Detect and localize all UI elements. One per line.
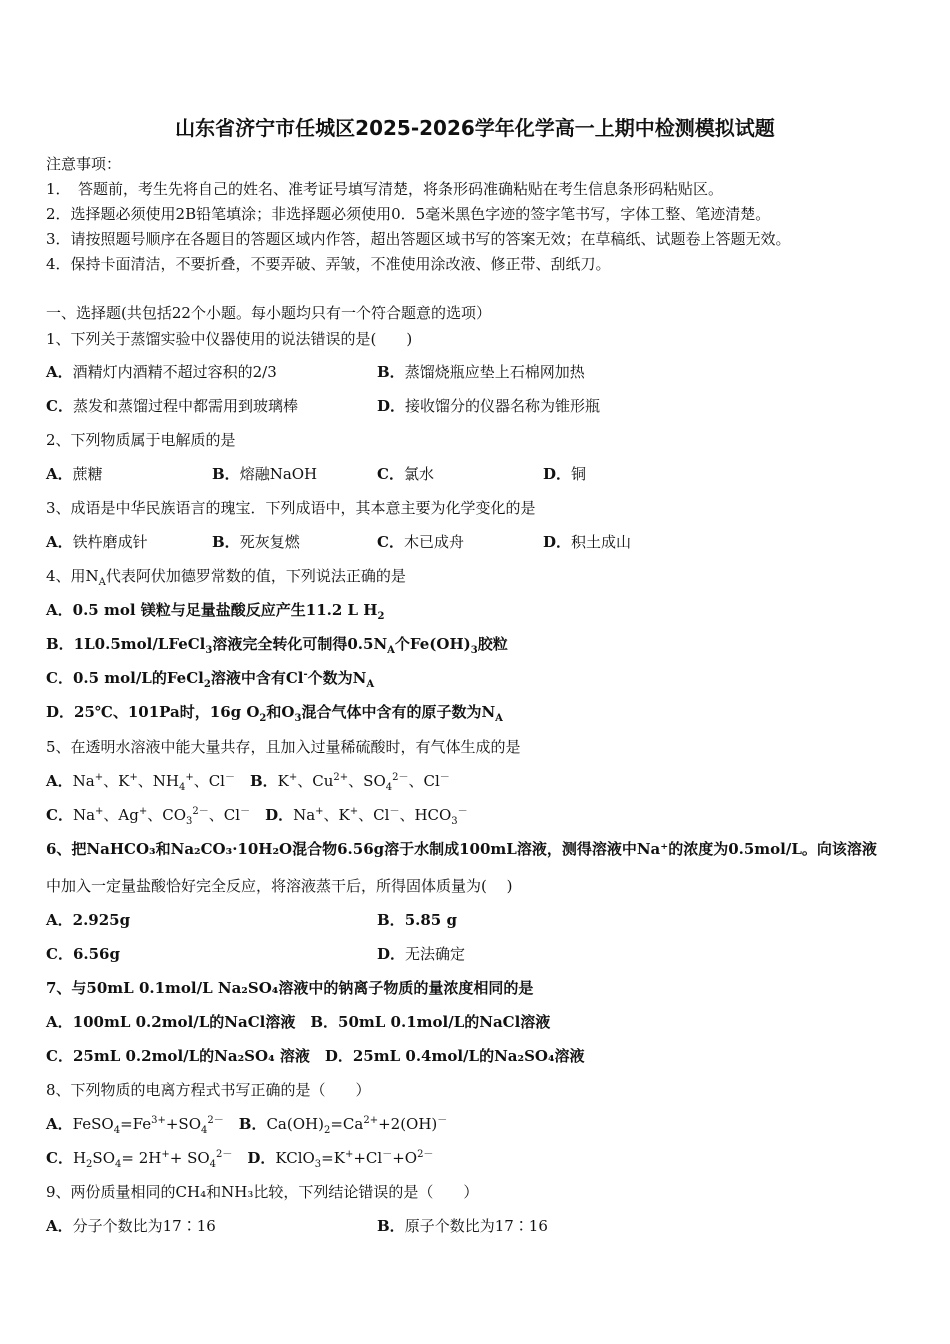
q2-option-a: A．蔗糖: [46, 465, 103, 483]
q4-option-d: D．25℃、101Pa时，16g $O_2$和$O_3$混合气体中含有的原子数为$N_A$: [46, 703, 503, 724]
q7-options-ab: A．100mL 0.2mol/L的NaCl溶液 B．50mL 0.1mol/L的NaCl溶液: [46, 1013, 551, 1031]
q2-option-b: B．熔融NaOH: [212, 465, 318, 483]
page-title: 山东省济宁市任城区2025-2026学年化学高一上期中检测模拟试题: [175, 116, 775, 140]
q1-stem: 1、下列关于蒸馏实验中仪器使用的说法错误的是( ): [46, 330, 413, 348]
q2-stem: 2、下列物质属于电解质的是: [46, 431, 236, 449]
q6-option-c: C．6.56g: [46, 945, 120, 963]
q6-option-b: B．5.85 g: [377, 911, 457, 929]
q6-option-d: D．无法确定: [377, 945, 466, 963]
q1-option-a: A．酒精灯内酒精不超过容积的2/3: [46, 363, 277, 381]
q6-stem-line1: 6、把NaHCO₃和Na₂CO₃·10H₂O混合物6.56g溶于水制成100mL溶液，测得溶液中Na⁺的浓度为0.5mol/L。向该溶液: [46, 840, 877, 858]
q3-option-d: D．积土成山: [543, 533, 632, 551]
q3-stem: 3、成语是中华民族语言的瑰宝．下列成语中，其本意主要为化学变化的是: [46, 499, 536, 517]
q5-stem: 5、在透明水溶液中能大量共存，且加入过量稀硫酸时，有气体生成的是: [46, 738, 521, 756]
q1-option-d: D．接收馏分的仪器名称为锥形瓶: [377, 397, 601, 415]
q5-options-cd: C．Na+、Ag+、$CO_3^{2-}$、Cl－ D．Na+、K+、Cl－、$HCO_3^-$: [46, 806, 468, 827]
notice-item-4: 4．保持卡面清洁，不要折叠，不要弄破、弄皱，不准使用涂改液、修正带、刮纸刀。: [46, 255, 611, 273]
q4-option-a: A．0.5 mol 镁粒与足量盐酸反应产生11.2 L $H_2$: [46, 601, 385, 622]
q4-option-b: B．1L0.5mol/LFeCl$_3$溶液完全转化可制得$0.5N_A$个$Fe(OH)_3$胶粒: [46, 635, 508, 656]
q3-option-a: A．铁杵磨成针: [46, 533, 148, 551]
q1-option-c: C．蒸发和蒸馏过程中都需用到玻璃棒: [46, 397, 298, 415]
notice-heading: 注意事项：: [46, 155, 122, 173]
q6-stem-line2: 中加入一定量盐酸恰好完全反应，将溶液蒸干后，所得固体质量为( ): [46, 877, 513, 895]
q6-option-a: A．2.925g: [46, 911, 131, 929]
section-heading: 一、选择题(共包括22个小题。每小题均只有一个符合题意的选项）: [46, 304, 491, 322]
q5-options-ab: A．Na+、K+、$NH_4^+$、Cl－ B．K+、$Cu^{2+}$、$SO_4^{2-}$、Cl－: [46, 772, 450, 793]
q2-option-c: C．氯水: [377, 465, 434, 483]
notice-item-3: 3．请按照题号顺序在各题目的答题区域内作答，超出答题区域书写的答案无效；在草稿纸、试题卷上答题无效。: [46, 230, 791, 248]
q1-option-b: B．蒸馏烧瓶应垫上石棉网加热: [377, 363, 585, 381]
q2-option-d: D．铜: [543, 465, 587, 483]
q8-options-ab: A．$FeSO_4=Fe^{3+}+SO_4^{2-}$ B．$Ca(OH)_2=Ca^{2+}+2(OH)^-$: [46, 1115, 448, 1136]
q7-options-cd: C．25mL 0.2mol/L的Na₂SO₄ 溶液 D．25mL 0.4mol/L的Na₂SO₄溶液: [46, 1047, 585, 1065]
notice-item-2: 2．选择题必须使用2B铅笔填涂；非选择题必须使用0．5毫米黑色字迹的签字笔书写，字体工整、笔迹清楚。: [46, 205, 771, 223]
q7-stem: 7、与50mL 0.1mol/L Na₂SO₄溶液中的钠离子物质的量浓度相同的是: [46, 979, 534, 997]
q9-option-a: A．分子个数比为17∶16: [46, 1217, 216, 1235]
q3-option-b: B．死灰复燃: [212, 533, 300, 551]
q8-options-cd: C．$H_2SO_4= 2H^++ SO_4^{2-}$ D．$KClO_3=K^++Cl^-+O^{2-}$: [46, 1149, 434, 1170]
q3-option-c: C．木已成舟: [377, 533, 464, 551]
q9-stem: 9、两份质量相同的CH₄和NH₃比较，下列结论错误的是（ ）: [46, 1183, 479, 1201]
notice-item-1: 1． 答题前，考生先将自己的姓名、准考证号填写清楚，将条形码准确粘贴在考生信息条形码粘贴区。: [46, 180, 724, 198]
q4-stem: 4、用$N_A$代表阿伏加德罗常数的值，下列说法正确的是: [46, 567, 406, 588]
q9-option-b: B．原子个数比为17∶16: [377, 1217, 548, 1235]
q4-option-c: C．0.5 mol/L的FeCl$_2$溶液中含有Cl-个数为$N_A$: [46, 669, 375, 690]
q8-stem: 8、下列物质的电离方程式书写正确的是（ ）: [46, 1081, 371, 1099]
